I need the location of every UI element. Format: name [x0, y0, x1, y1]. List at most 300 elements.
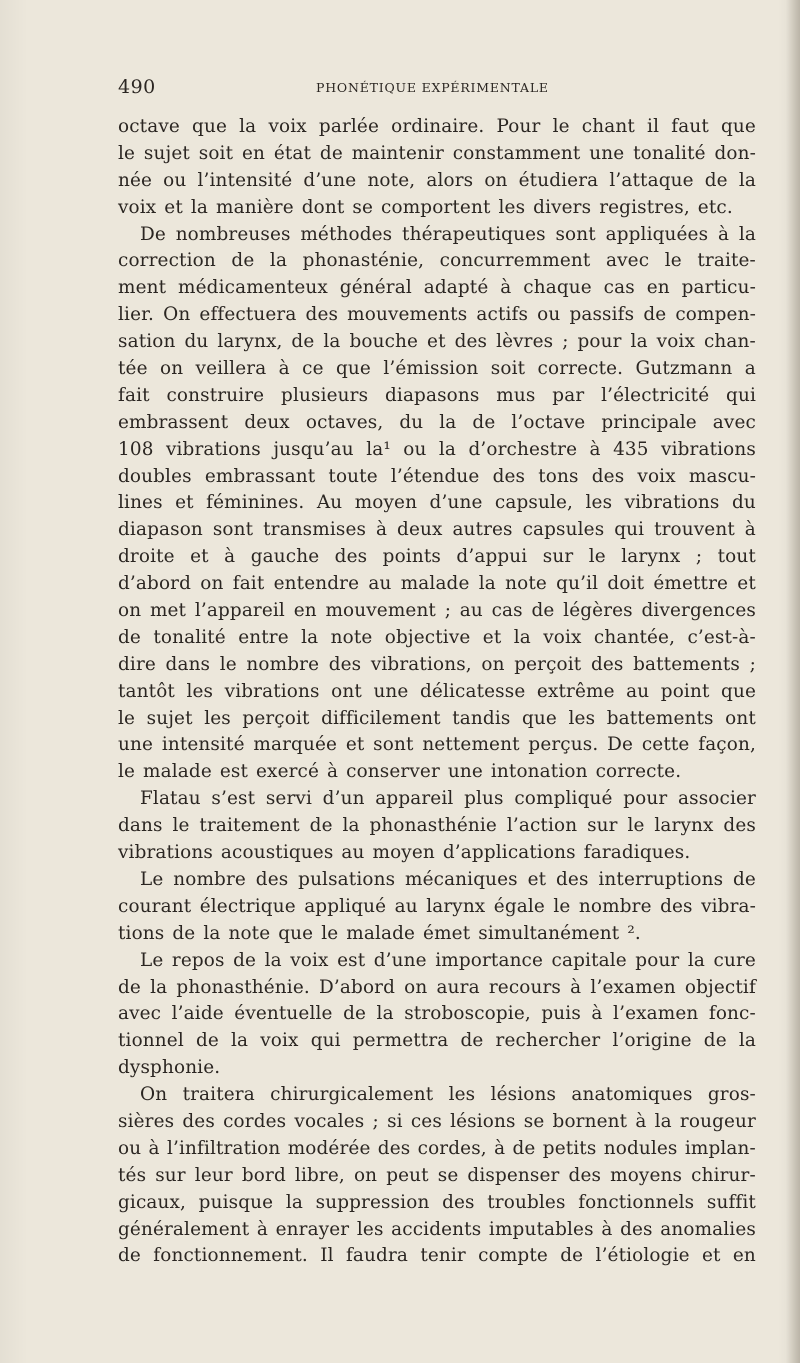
word: les [568, 707, 596, 729]
word: de [460, 1030, 484, 1052]
word: voix [290, 949, 329, 971]
word: ; [372, 1110, 379, 1132]
word: ; [749, 653, 756, 675]
word: la [264, 949, 282, 971]
word: perçoit [514, 653, 582, 675]
text-line [118, 1082, 756, 1109]
word: entendre [273, 573, 360, 595]
word: la [239, 116, 257, 137]
text-line [118, 786, 756, 813]
word: compliqué [514, 788, 613, 810]
word: bord [241, 1164, 286, 1186]
word: appliquées [605, 223, 709, 245]
word: principale [601, 411, 697, 433]
word: doubles [118, 465, 192, 487]
word: les [356, 1218, 384, 1240]
word: qui [310, 1030, 341, 1052]
word: jusqu’au [273, 438, 354, 460]
word: la [323, 331, 341, 353]
word: Le [140, 868, 164, 890]
word: malade [400, 573, 470, 595]
word: nettement [422, 734, 520, 756]
word: Le [140, 949, 164, 971]
word: adapté [423, 277, 489, 299]
word: et [737, 573, 756, 595]
word: nombre [578, 895, 652, 917]
word: ou [537, 304, 561, 326]
text-line: voix et la manière dont se comportent les divers registres, etc. [118, 196, 733, 218]
text-line [118, 706, 756, 733]
word: tout [717, 546, 756, 568]
word: électrique [199, 895, 296, 917]
word: tandis [452, 707, 511, 729]
word: octaves, [305, 411, 384, 433]
word: dans [118, 815, 163, 837]
word: la [687, 949, 706, 971]
word: ordinaire. [391, 116, 485, 137]
word: on [118, 600, 142, 622]
word: qu’il [556, 573, 599, 595]
word: note, [367, 169, 416, 191]
word: à [278, 358, 290, 380]
word: interruptions [598, 868, 724, 890]
word: cas [603, 277, 635, 299]
word: don- [714, 142, 756, 164]
word: des [442, 1191, 475, 1213]
word: Pour [496, 116, 541, 137]
word: on [404, 976, 428, 998]
word: une [118, 734, 154, 756]
word: accidents [391, 1218, 482, 1240]
word: de [732, 868, 756, 890]
word: fonctionnement. [153, 1245, 308, 1267]
word: par [552, 384, 585, 406]
word: on [159, 358, 184, 380]
word: de [231, 250, 255, 272]
text-line [118, 1243, 756, 1270]
word: si [387, 1110, 403, 1132]
word: et [345, 734, 365, 756]
word: que [721, 116, 756, 137]
word: larynx [654, 815, 714, 837]
word: que [721, 680, 756, 702]
word: maintenir [351, 142, 444, 164]
word: tenir [420, 1245, 466, 1267]
word: des [334, 546, 368, 568]
word: D’abord [319, 976, 396, 998]
word: ou [163, 169, 187, 191]
word: l’action [506, 815, 578, 837]
word: mouvement [325, 600, 436, 622]
word: enrayer [275, 1218, 350, 1240]
word: voix [637, 465, 676, 487]
word: implan- [684, 1137, 756, 1159]
word: autres [452, 519, 513, 541]
word: capsule, [494, 492, 574, 514]
word: mus [496, 384, 536, 406]
word: correction [118, 250, 216, 272]
word: de [703, 1030, 727, 1052]
word: faudra [345, 1245, 408, 1267]
word: à [744, 519, 756, 541]
word: et [175, 492, 194, 514]
text-line [118, 356, 756, 383]
word: à [500, 277, 512, 299]
text-line [118, 867, 756, 894]
word: et [482, 626, 502, 648]
word: se [437, 1164, 459, 1186]
word: état [273, 142, 312, 164]
word: du [184, 331, 209, 353]
word: ment [118, 277, 167, 299]
word: traitera [182, 1084, 255, 1106]
word: de [118, 1245, 141, 1267]
word: de [643, 304, 667, 326]
word: sont [555, 223, 596, 245]
word: passifs [569, 304, 635, 326]
word: des [305, 304, 339, 326]
word: pour [635, 949, 680, 971]
word: une [373, 680, 409, 702]
word: bouche [349, 331, 419, 353]
word: la [301, 626, 319, 648]
word: lésions [450, 1110, 516, 1132]
word: dispenser [467, 1164, 560, 1186]
word: octave [118, 116, 180, 137]
word: tionnel [118, 1030, 184, 1052]
word: que [192, 116, 227, 137]
word: nombre [173, 868, 246, 890]
text-line [118, 1028, 756, 1055]
word: étudiera [518, 169, 599, 191]
text-line [118, 302, 756, 329]
text-line [118, 168, 756, 195]
word: importance [435, 949, 544, 971]
word: plusieurs [281, 384, 369, 406]
word: compte [478, 1245, 548, 1267]
text-line [118, 1190, 756, 1217]
word: à [601, 1218, 613, 1240]
word: la [269, 250, 288, 272]
word: l’examen [590, 976, 676, 998]
word: ont [725, 707, 756, 729]
word: difficilement [321, 707, 441, 729]
word: le [172, 815, 190, 837]
word: divergences [641, 600, 756, 622]
word: fait [232, 573, 265, 595]
word: moyens [610, 1164, 683, 1186]
running-title: PHONÉTIQUE EXPÉRIMENTALE [316, 80, 549, 95]
word: repos [171, 949, 225, 971]
word: chaque [523, 277, 592, 299]
word: la [150, 976, 168, 998]
word: sation [118, 331, 176, 353]
text-line [118, 383, 756, 410]
word: façon, [698, 734, 756, 756]
word: embrassent [118, 411, 229, 433]
word: on [484, 169, 508, 191]
word: le [219, 653, 237, 675]
word: sur [155, 1164, 186, 1186]
word: l’octave [511, 411, 586, 433]
word: se [523, 1110, 545, 1132]
word: ; [444, 600, 452, 622]
word: de [233, 949, 257, 971]
text-line [118, 813, 756, 840]
word: fonc- [708, 1003, 756, 1025]
word: voix [260, 1030, 299, 1052]
word: pulsations [298, 868, 396, 890]
word: et [701, 1245, 721, 1267]
text-line: le malade est exercé à conserver une intonation correcte. [118, 761, 682, 783]
word: l’aide [171, 1003, 224, 1025]
word: vibrations [661, 438, 756, 460]
word: particu- [681, 277, 756, 299]
word: émettre [653, 573, 729, 595]
word: cette [641, 734, 690, 756]
word: de [512, 1137, 536, 1159]
word: la [738, 223, 756, 245]
word: l’infiltration [166, 1137, 281, 1159]
word: gicaux, [118, 1191, 187, 1213]
word: thérapeutiques [402, 223, 546, 245]
word: modérée [287, 1137, 371, 1159]
word: droite [118, 546, 175, 568]
word: points [382, 546, 441, 568]
word: correcte. [537, 358, 624, 380]
word: embrassant [204, 465, 316, 487]
word: l’attaque [609, 169, 694, 191]
word: on [200, 573, 224, 595]
word: peut [386, 1164, 429, 1186]
word: de [291, 331, 315, 353]
word: chant [581, 116, 635, 137]
word: imputables [488, 1218, 594, 1240]
word: de [560, 1245, 584, 1267]
word: rechercher [495, 1030, 601, 1052]
word: compen- [675, 304, 756, 326]
word: nombre [246, 653, 320, 675]
word: de [309, 815, 333, 837]
word: la [630, 331, 648, 353]
word: l’appareil [194, 600, 285, 622]
word: du [399, 411, 424, 433]
word: l’étendue [390, 465, 480, 487]
word: c’est-à- [687, 626, 756, 648]
word: battements [606, 707, 714, 729]
word: capsules [522, 519, 605, 541]
word: l’intensité [197, 169, 293, 191]
word: que [336, 358, 371, 380]
word: 435 [613, 438, 649, 460]
word: née [118, 169, 153, 191]
word: courant [118, 895, 192, 917]
word: on [353, 1164, 378, 1186]
word: il [647, 116, 660, 137]
word: à [589, 438, 601, 460]
word: à [256, 1218, 269, 1240]
word: De [140, 223, 166, 245]
word: et [190, 546, 209, 568]
word: libre, [294, 1164, 345, 1186]
word: à [148, 1137, 160, 1159]
word: met [149, 600, 187, 622]
word: ce [302, 358, 324, 380]
word: les [204, 707, 231, 729]
word: Flatau [140, 788, 201, 810]
word: nodules [603, 1137, 678, 1159]
word: faut [671, 116, 709, 137]
word: Il [320, 1245, 334, 1267]
word: soit [490, 358, 526, 380]
word: d’une [303, 169, 357, 191]
word: associer [678, 788, 756, 810]
text-line [118, 517, 756, 544]
word: leur [194, 1164, 233, 1186]
text-line [118, 679, 756, 706]
word: fait [118, 384, 150, 406]
word: lésions [490, 1084, 557, 1106]
word: général [339, 277, 412, 299]
word: objectif [684, 976, 756, 998]
word: vibra- [701, 895, 756, 917]
text-line [118, 894, 756, 921]
word: l’examen [613, 1003, 699, 1025]
text-line [118, 544, 756, 571]
word: constamment [452, 142, 581, 164]
word: la¹ [366, 438, 391, 460]
word: à [570, 976, 582, 998]
text-line [118, 1163, 756, 1190]
word: troubles [487, 1191, 566, 1213]
word: de [531, 600, 555, 622]
word: De [607, 734, 634, 756]
text-line [118, 732, 756, 759]
word: note [505, 573, 547, 595]
word: la [285, 1191, 303, 1213]
word: bornent [552, 1110, 628, 1132]
word: suffit [706, 1191, 756, 1213]
word: du [731, 492, 756, 514]
text-line: vibrations acoustiques au moyen d’applications faradiques. [118, 842, 691, 864]
word: à [494, 1137, 506, 1159]
word: d’orchestre [468, 438, 578, 460]
word: deux [244, 411, 290, 433]
word: aura [436, 976, 480, 998]
word: de [343, 1003, 367, 1025]
word: note [330, 626, 373, 648]
body-text [118, 114, 756, 1270]
word: avec [118, 1003, 162, 1025]
word: larynx [426, 895, 486, 917]
word: tonalité [153, 626, 226, 648]
word: le [118, 142, 136, 164]
word: toute [328, 465, 378, 487]
word: gros- [707, 1084, 756, 1106]
word: appareil [375, 788, 454, 810]
word: le [552, 116, 570, 137]
word: les [186, 680, 214, 702]
word: des [255, 868, 289, 890]
word: lier. [118, 304, 155, 326]
word: des [454, 331, 488, 353]
word: Gutzmann [635, 358, 733, 380]
word: des [590, 653, 624, 675]
word: 108 [118, 438, 154, 460]
running-head [118, 76, 678, 100]
word: point [660, 680, 710, 702]
word: légères [563, 600, 633, 622]
text-line [118, 975, 756, 1002]
word: à [717, 223, 730, 245]
text-line [118, 1109, 756, 1136]
page-number: 490 [118, 76, 156, 98]
word: anomalies [660, 1218, 756, 1240]
word: cure [713, 949, 756, 971]
word: d’une [373, 949, 427, 971]
word: phonasthénie. [176, 976, 310, 998]
word: diapasons [384, 384, 480, 406]
word: des [182, 1110, 215, 1132]
word: concurremment [439, 250, 591, 272]
word: des [660, 895, 693, 917]
word: à [591, 1003, 603, 1025]
word: vibrations [165, 438, 261, 460]
word: d’abord [118, 573, 192, 595]
word: soit [198, 142, 234, 164]
word: ont [331, 680, 362, 702]
word: pour [577, 331, 622, 353]
word: a [744, 358, 756, 380]
word: des [620, 1218, 653, 1240]
word: de [118, 626, 141, 648]
word: On [140, 1084, 168, 1106]
word: actifs [476, 304, 529, 326]
word: tonalité [633, 142, 706, 164]
word: l’électricité [601, 384, 710, 406]
text-line [118, 222, 756, 249]
word: des [556, 868, 589, 890]
text-line [118, 141, 756, 168]
word: d’une [429, 492, 483, 514]
word: trouvent [654, 519, 735, 541]
word: tés [118, 1164, 147, 1186]
word: appliqué [304, 895, 387, 917]
text-line [118, 490, 756, 517]
word: des [568, 1164, 602, 1186]
word: avec [712, 411, 756, 433]
word: stroboscopie, [404, 1003, 531, 1025]
word: avec [606, 250, 650, 272]
text-line [118, 625, 756, 652]
word: de [319, 142, 343, 164]
word: féminines. [206, 492, 305, 514]
word: éventuelle [234, 1003, 333, 1025]
word: parlée [318, 116, 379, 137]
page-edge-shadow [786, 0, 800, 1363]
word: mascu- [688, 465, 756, 487]
word: la [738, 169, 756, 191]
word: anatomiques [571, 1084, 693, 1106]
word: sur [542, 546, 574, 568]
word: pour [623, 788, 668, 810]
word: le [664, 250, 682, 272]
word: l’émission [383, 358, 479, 380]
word: puis [541, 1003, 581, 1025]
word: chirurgicalement [270, 1084, 434, 1106]
word: chan- [703, 331, 756, 353]
word: ces [410, 1110, 442, 1132]
